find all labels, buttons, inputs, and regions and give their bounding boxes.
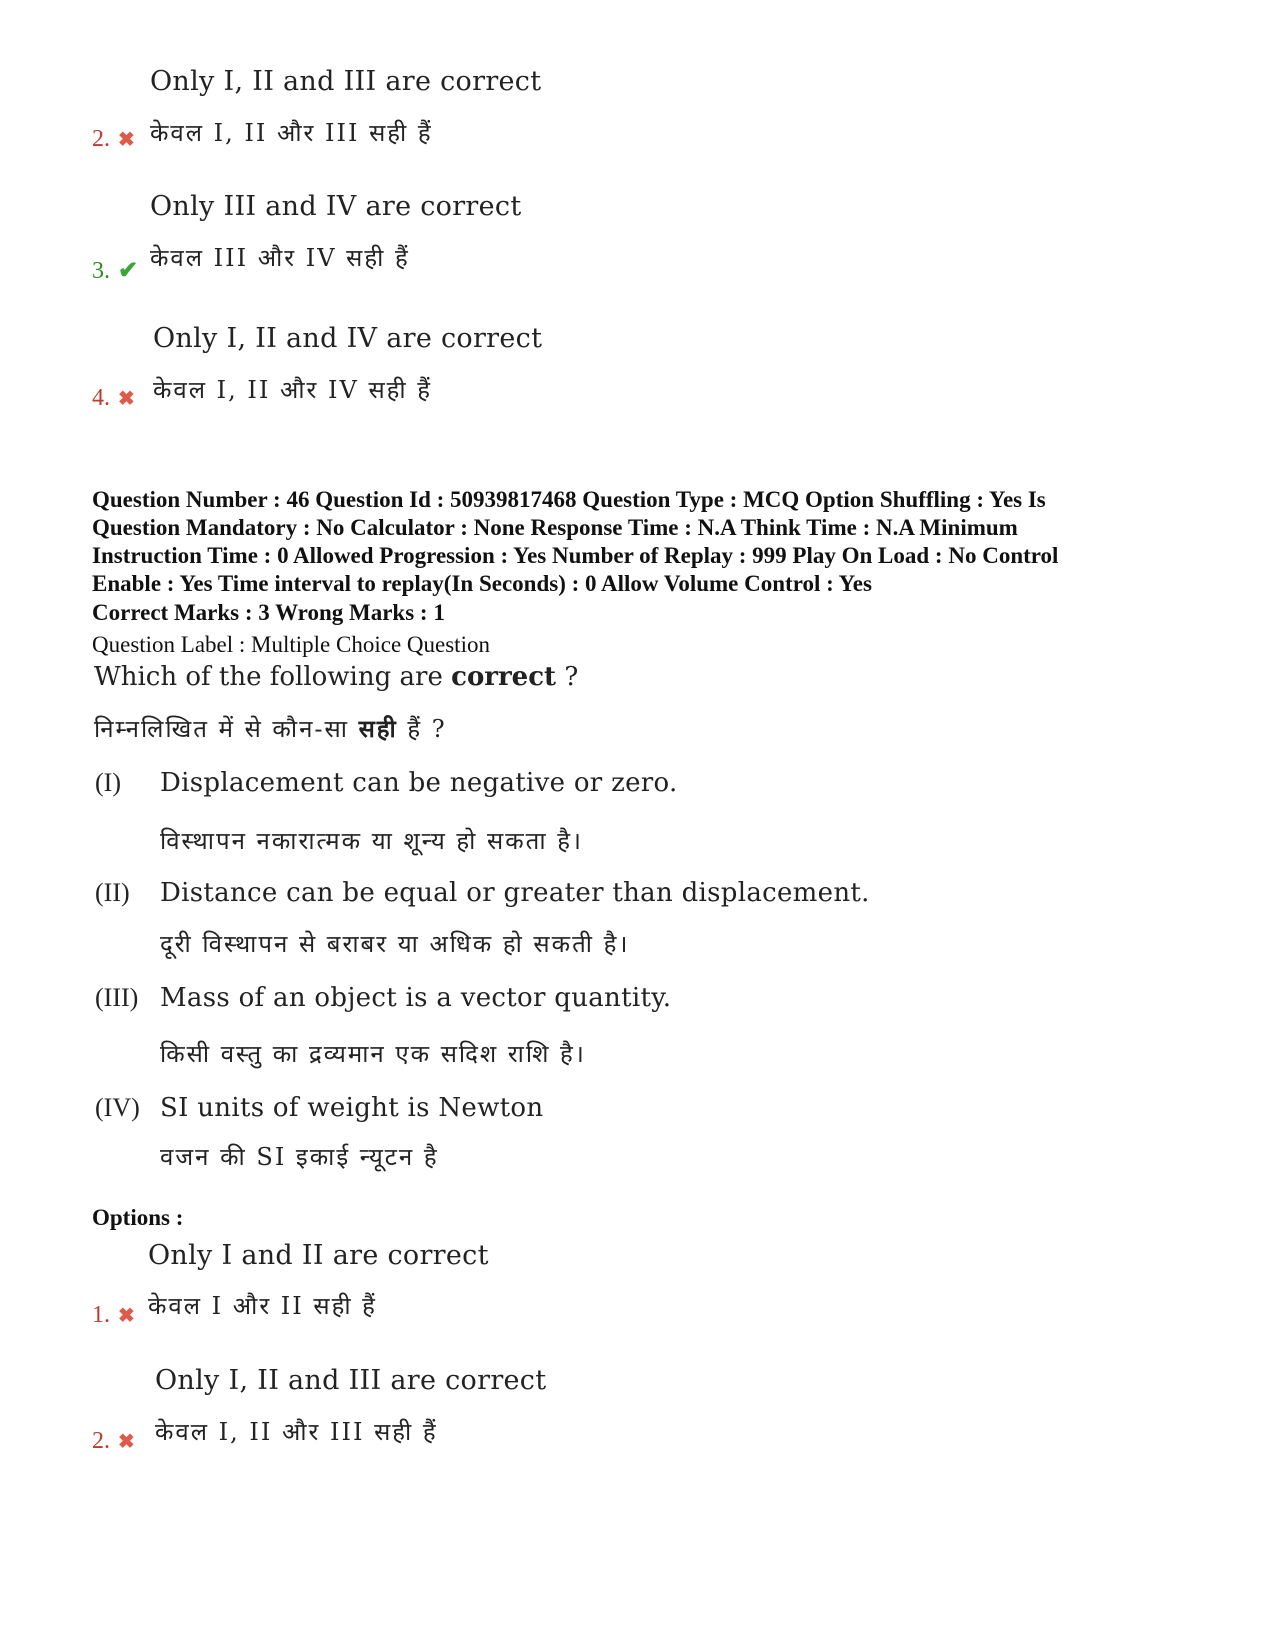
statement-4-hindi: वजन की SI इकाई न्यूटन है — [160, 1143, 439, 1171]
question-text-emphasis: correct — [451, 662, 557, 692]
statement-1-hindi: विस्थापन नकारात्मक या शून्य हो सकता है। — [160, 827, 584, 855]
check-icon: ✔ — [118, 258, 139, 284]
cross-icon: ✖ — [118, 1431, 135, 1453]
question-text-part: ? — [556, 662, 579, 692]
cross-icon: ✖ — [118, 1305, 135, 1327]
prev-option-4-hindi: केवल I, II और IV सही हैं — [153, 376, 432, 404]
meta-line-1: Question Number : 46 Question Id : 50939817468 Question Type : MCQ Option Shuffling : Yes Is — [92, 487, 1046, 512]
option-1-english: Only I and II are correct — [148, 1240, 489, 1271]
option-2-hindi: केवल I, II और III सही हैं — [155, 1418, 438, 1446]
cross-icon: ✖ — [118, 388, 135, 410]
statement-3-english: Mass of an object is a vector quantity. — [160, 983, 672, 1013]
prev-option-2-hindi: केवल I, II और III सही हैं — [150, 119, 433, 147]
option-number: 3. — [92, 258, 110, 284]
question-label: Question Label : Multiple Choice Question — [92, 632, 490, 657]
question-meta — [92, 486, 1202, 598]
meta-line-3: Instruction Time : 0 Allowed Progression : Yes Number of Replay : 999 Play On Load : No Control — [92, 543, 1059, 568]
meta-line-4: Enable : Yes Time interval to replay(In Seconds) : 0 Allow Volume Control : Yes — [92, 571, 872, 596]
prev-option-2-number — [92, 126, 135, 153]
question-text-part: निम्नलिखित में से कौन-सा — [94, 715, 359, 743]
option-2-english: Only I, II and III are correct — [155, 1365, 547, 1396]
statement-2-numeral: (II) — [95, 878, 130, 907]
option-number: 4. — [92, 385, 110, 411]
statement-1-english: Displacement can be negative or zero. — [160, 768, 678, 798]
prev-option-3-hindi: केवल III और IV सही हैं — [150, 244, 410, 272]
prev-option-4-english: Only I, II and IV are correct — [153, 323, 543, 354]
prev-option-2-english: Only I, II and III are correct — [150, 66, 542, 97]
statement-1-numeral: (I) — [95, 768, 121, 797]
option-number: 2. — [92, 1428, 110, 1454]
question-text-english — [94, 662, 578, 692]
prev-option-3-number — [92, 256, 138, 285]
meta-line-2: Question Mandatory : No Calculator : None Response Time : N.A Think Time : N.A Minimum — [92, 515, 1018, 540]
option-1-hindi: केवल I और II सही हैं — [148, 1292, 377, 1320]
options-heading: Options : — [92, 1205, 184, 1230]
statement-4-numeral: (IV) — [95, 1093, 140, 1122]
option-number: 1. — [92, 1302, 110, 1328]
statement-2-hindi: दूरी विस्थापन से बराबर या अधिक हो सकती है। — [160, 930, 630, 958]
cross-icon: ✖ — [118, 129, 135, 151]
statement-3-numeral: (III) — [95, 983, 139, 1012]
question-text-emphasis: सही — [358, 714, 398, 743]
prev-option-4-number — [92, 385, 135, 412]
option-number: 2. — [92, 126, 110, 152]
statement-3-hindi: किसी वस्तु का द्रव्यमान एक सदिश राशि है। — [160, 1040, 586, 1068]
question-marks: Correct Marks : 3 Wrong Marks : 1 — [92, 600, 445, 625]
prev-option-3-english: Only III and IV are correct — [150, 191, 522, 222]
option-1-number — [92, 1302, 135, 1329]
question-text-hindi — [94, 712, 447, 745]
statement-4-english: SI units of weight is Newton — [160, 1093, 544, 1123]
option-2-number — [92, 1428, 135, 1455]
statement-2-english: Distance can be equal or greater than displacement. — [160, 878, 870, 908]
question-text-part: हैं ? — [397, 715, 447, 743]
question-text-part: Which of the following are — [94, 662, 452, 692]
